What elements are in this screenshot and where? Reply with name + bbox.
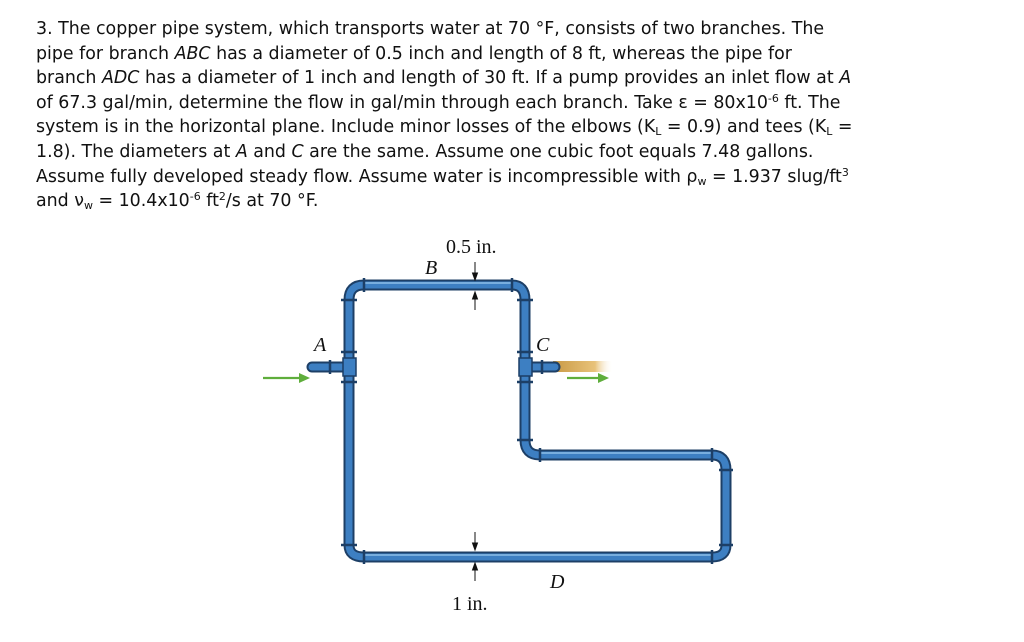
problem-line-5: system is in the horizontal plane. Include minor losses of the elbows $(K_L = 0.9)$ and tees ($K_L$ = xyxy=(36,117,853,139)
outlet-stream xyxy=(553,361,613,372)
label-b: B xyxy=(425,257,438,279)
pipe-outline xyxy=(349,285,726,557)
outlet-flow-arrow xyxy=(567,373,609,383)
pipe-highlight xyxy=(364,283,712,555)
problem-line-4: of 67.3 gal/min, determine the flow in gal/min through each branch. Take $\varepsilon = 80x10^{-6}$ ft. The xyxy=(36,91,841,113)
tee-c xyxy=(519,358,532,376)
label-bottom-diameter: 1 in. xyxy=(452,593,488,615)
pipe-joints xyxy=(330,278,733,564)
pipe-body xyxy=(349,285,726,557)
problem-line-2: pipe for branch ABC has a diameter of 0.5 inch and length of 8 ft, whereas the pipe for xyxy=(36,43,792,64)
label-a: A xyxy=(314,334,327,356)
pipe-network xyxy=(312,283,726,557)
label-c: C xyxy=(536,334,550,356)
problem-line-3: branch ADC has a diameter of 1 inch and length of 30 ft. If a pump provides an inlet flow at A xyxy=(36,68,852,89)
problem-line-6: 1.8). The diameters at A and C are the same. Assume one cubic foot equals 7.48 gallons. xyxy=(36,141,814,162)
problem-line-1: 3. The copper pipe system, which transports water at 70 °F, consists of two branches. The xyxy=(36,19,825,39)
tee-a xyxy=(343,358,356,376)
dimension-arrows xyxy=(473,262,478,581)
inlet-flow-arrow xyxy=(263,373,310,383)
problem-line-7: Assume fully developed steady flow. Assume water is incompressible with $\rho_w = 1.937$ slug/$ft^3$ xyxy=(36,165,849,188)
label-d: D xyxy=(550,571,565,593)
problem-number: 3. xyxy=(36,19,53,39)
label-top-diameter: 0.5 in. xyxy=(446,236,497,258)
problem-line-8: and $\nu_w = 10.4x10^{-6}$ $ft^2/s$ at 70 °F. xyxy=(36,190,319,213)
